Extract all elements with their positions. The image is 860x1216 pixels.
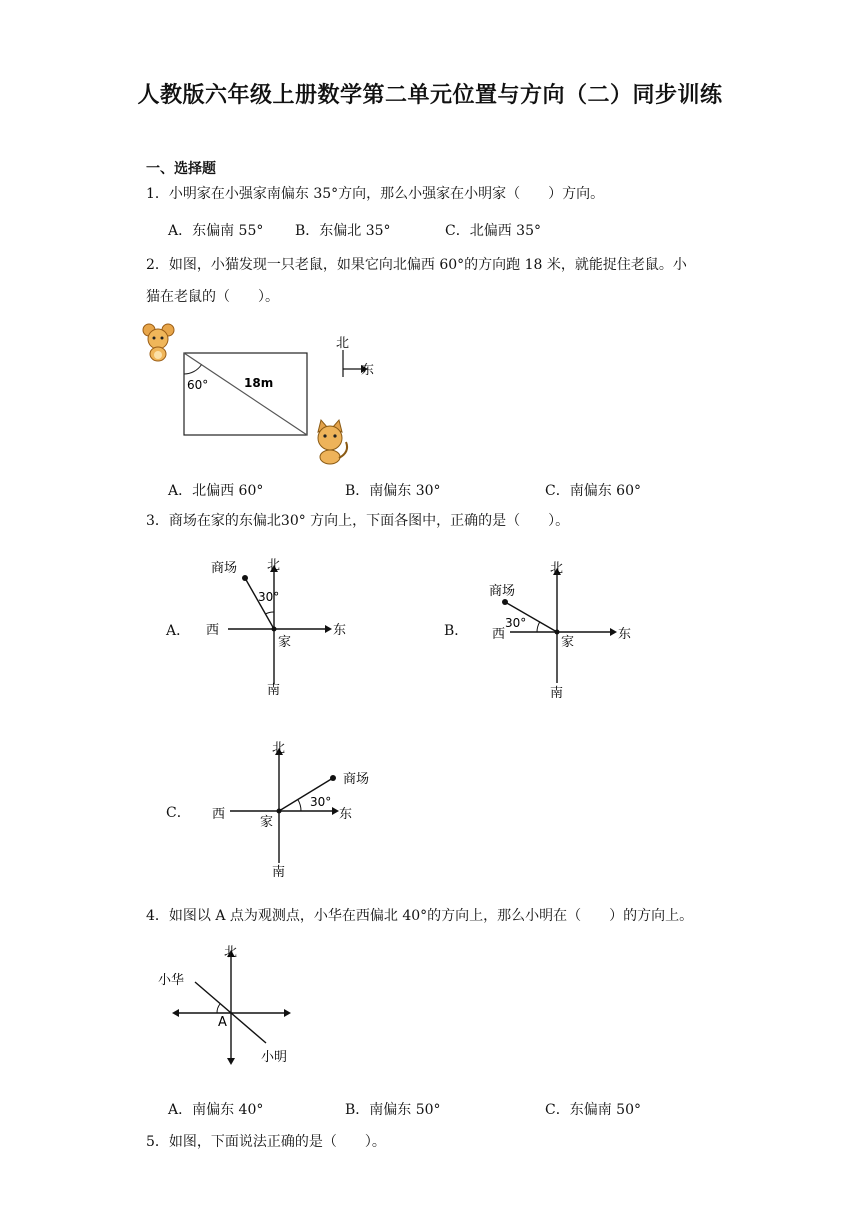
fig2-north-label: 北 — [336, 336, 350, 351]
fig2-distance-label: 18m — [244, 376, 274, 390]
q3c-home-label: 家 — [260, 815, 274, 830]
q3-figure-c — [200, 735, 390, 885]
fig2-east-label: 东 — [361, 363, 375, 378]
q1-option-b: B．东偏北 35° — [295, 223, 391, 239]
q3-label-c: C． — [166, 805, 191, 821]
cat-icon — [318, 420, 347, 464]
question-1-text: 1．小明家在小强家南偏东 35°方向，那么小强家在小明家（ ）方向。 — [146, 186, 605, 202]
q3c-angle-label: 30° — [310, 795, 332, 809]
q1-option-c: C．北偏西 35° — [445, 223, 541, 239]
q3c-south-label: 南 — [272, 865, 286, 880]
q3b-mall-label: 商场 — [489, 584, 516, 599]
q3-label-b: B． — [444, 623, 469, 639]
q3a-north-label: 北 — [267, 558, 281, 573]
page-title: 人教版六年级上册数学第二单元位置与方向（二）同步训练 — [137, 83, 723, 108]
q3c-north-label: 北 — [272, 741, 286, 756]
q3b-east-label: 东 — [618, 627, 632, 642]
q3-label-a: A． — [166, 623, 191, 639]
question-2-line-1: 2．如图，小猫发现一只老鼠，如果它向北偏西 60°的方向跑 18 米，就能捉住老鼠。小 — [146, 257, 687, 273]
q3a-mall-label: 商场 — [211, 561, 238, 576]
question-5-text: 5．如图，下面说法正确的是（ ）。 — [146, 1134, 386, 1150]
q3a-west-label: 西 — [206, 623, 220, 638]
q4-north-label: 北 — [224, 945, 238, 960]
q2-option-b: B．南偏东 30° — [345, 483, 441, 499]
q3b-home-label: 家 — [561, 635, 575, 650]
q3-figure-b — [480, 555, 640, 705]
cat-mouse-figure — [140, 320, 400, 470]
q3-figure-a — [200, 550, 360, 700]
q4-option-a: A．南偏东 40° — [168, 1102, 264, 1118]
q3b-north-label: 北 — [550, 561, 564, 576]
q3a-south-label: 南 — [267, 683, 281, 698]
q4-option-b: B．南偏东 50° — [345, 1102, 441, 1118]
q4-figure — [150, 940, 310, 1070]
fig2-angle-label: 60° — [187, 378, 209, 392]
question-2-line-2: 猫在老鼠的（ ）。 — [146, 289, 279, 305]
q3a-home-label: 家 — [278, 635, 292, 650]
question-3-text: 3．商场在家的东偏北30° 方向上，下面各图中，正确的是（ ）。 — [146, 513, 570, 529]
compass-rose — [336, 336, 374, 378]
q3b-angle-label: 30° — [505, 616, 527, 630]
q4-hua-label: 小华 — [158, 973, 185, 988]
q3a-east-label: 东 — [333, 623, 347, 638]
section-heading: 一、选择题 — [146, 161, 216, 177]
question-4-text: 4．如图以 A 点为观测点，小华在西偏北 40°的方向上，那么小明在（ ）的方向上。 — [146, 908, 694, 924]
q1-option-a: A．东偏南 55° — [168, 223, 264, 239]
q4-point-a-label: A — [218, 1015, 227, 1030]
q3c-west-label: 西 — [212, 807, 226, 822]
q4-ming-label: 小明 — [261, 1050, 288, 1065]
q3b-south-label: 南 — [550, 686, 564, 701]
q3b-west-label: 西 — [492, 627, 506, 642]
q2-option-a: A．北偏西 60° — [168, 483, 264, 499]
q3c-mall-label: 商场 — [343, 772, 370, 787]
q2-option-c: C．南偏东 60° — [545, 483, 641, 499]
q3c-east-label: 东 — [339, 807, 353, 822]
q3a-angle-label: 30° — [258, 590, 280, 604]
mouse-icon — [143, 324, 174, 361]
q4-option-c: C．东偏南 50° — [545, 1102, 641, 1118]
